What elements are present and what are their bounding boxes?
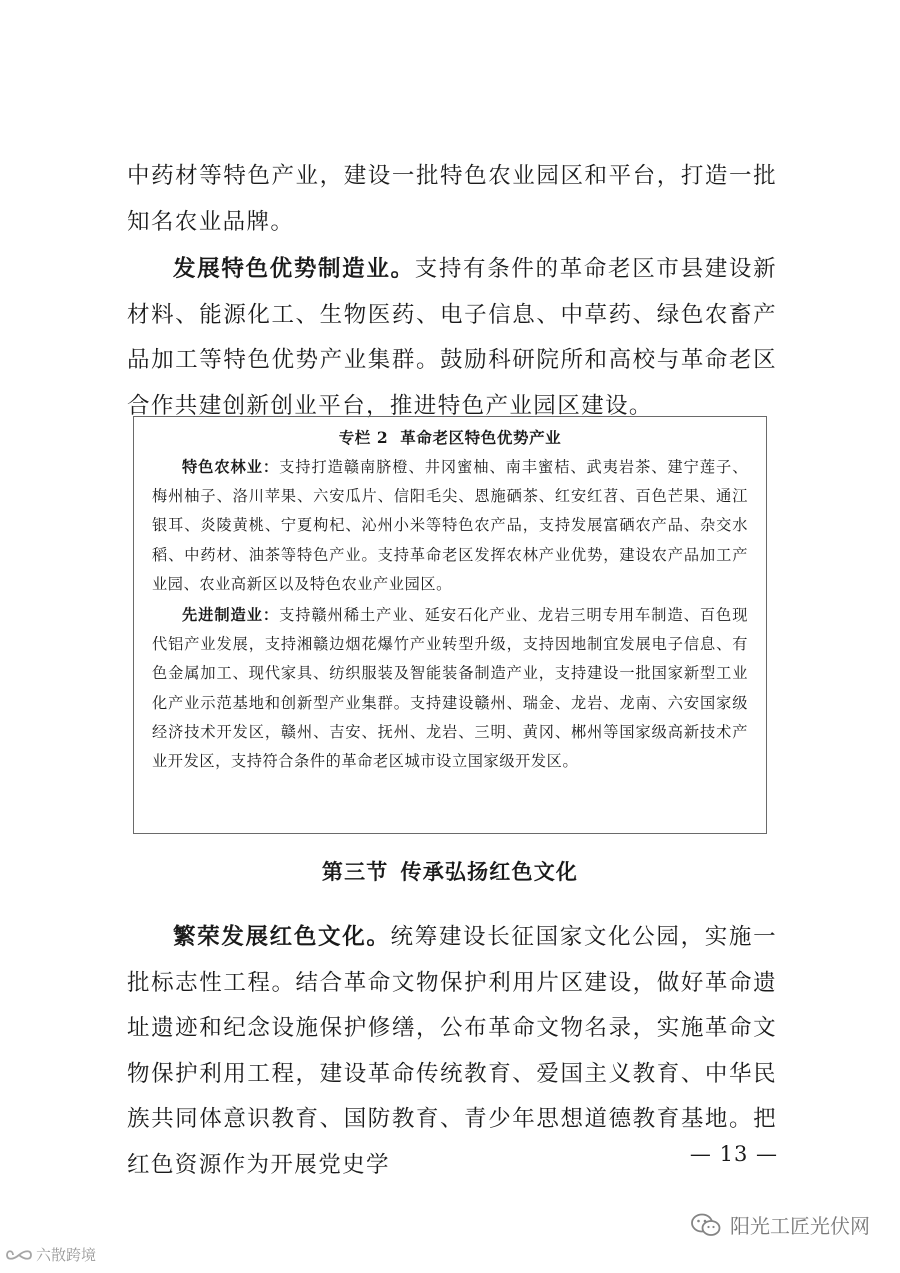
column-box-item-text: 支持打造赣南脐橙、井冈蜜柚、南丰蜜桔、武夷岩茶、建宁莲子、梅州柚子、洛川苹果、六安瓜片、信阳毛尖、恩施硒茶、红安红苕、百色芒果、通江银耳、炎陵黄桃、宁夏枸杞、沁州小米等特色农产品，支持发展富硒农产品、杂交水稻、中药材、油茶等特色产业。支持革命老区发挥农林产业优势，建设农产品加工产业园、农业高新区以及特色农业产业园区。: [152, 458, 748, 593]
column-box-heading: 革命老区特色优势产业: [400, 428, 562, 447]
wechat-icon: [690, 1212, 722, 1238]
page-number: — 13 —: [689, 1142, 778, 1166]
column-box-item-head: 先进制造业：: [182, 606, 280, 625]
paragraph-red-culture: [127, 915, 777, 1188]
column-box-item-manufacturing: [152, 601, 748, 776]
column-box-title: [152, 423, 748, 453]
section-title: 传承弘扬红色文化: [400, 859, 579, 884]
column-box-label: 专栏 2: [338, 428, 389, 447]
section-number: 第三节: [321, 859, 389, 884]
watermark-left-text: 六散跨境: [36, 1246, 97, 1264]
paragraph-continuation: 中药材等特色产业，建设一批特色农业园区和平台，打造一批知名农业品牌。: [127, 163, 777, 235]
paragraph-lead: 繁荣发展红色文化。: [173, 924, 391, 950]
column-box-item-agriculture: [152, 453, 748, 599]
column-box: [133, 416, 767, 834]
paragraph-manufacturing: [127, 247, 777, 429]
watermark-right: [690, 1210, 870, 1239]
paragraph-lead: 发展特色优势制造业。: [173, 256, 415, 282]
paragraph-body: 支持有条件的革命老区市县建设新材料、能源化工、生物医药、电子信息、中草药、绿色农畜产品加工等特色优势产业集群。鼓励科研院所和高校与革命老区合作共建创新创业平台，推进特色产业园区建设。: [127, 256, 777, 419]
watermark-right-text: 阳光工匠光伏网: [730, 1214, 870, 1238]
column-box-item-text: 支持赣州稀土产业、延安石化产业、龙岩三明专用车制造、百色现代铝产业发展，支持湘赣边烟花爆竹产业转型升级，支持因地制宜发展电子信息、有色金属加工、现代家具、纺织服装及智能装备制造产业，支持建设一批国家新型工业化产业示范基地和创新型产业集群。支持建设赣州、瑞金、龙岩、龙南、六安国家级经济技术开发区，赣州、吉安、抚州、龙岩、三明、黄冈、郴州等国家级高新技术产业开发区，支持符合条件的革命老区城市设立国家级开发区。: [152, 606, 748, 771]
watermark-left: [6, 1244, 96, 1265]
paragraph-body: 统筹建设长征国家文化公园，实施一批标志性工程。结合革命文物保护利用片区建设，做好革命遗址遗迹和纪念设施保护修缮，公布革命文物名录，实施革命文物保护利用工程，建设革命传统教育、爱国主义教育、中华民族共同体意识教育、国防教育、青少年思想道德教育基地。把红色资源作为开展党史学: [127, 924, 778, 1178]
infinity-logo-icon: [6, 1247, 32, 1263]
column-box-item-head: 特色农林业：: [182, 458, 280, 476]
section-heading: [0, 856, 900, 886]
